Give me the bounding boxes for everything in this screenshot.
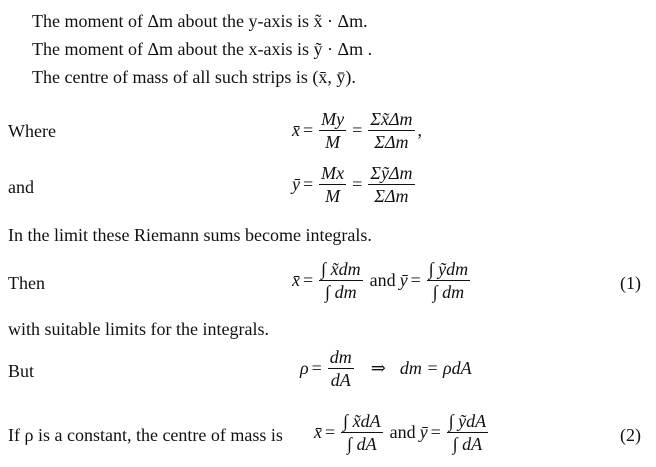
eq5-lhs-y: ȳ <box>419 422 428 442</box>
eq5-lhs-x: x̄ <box>314 422 322 442</box>
eq5-den-y: ∫ dA <box>452 434 483 454</box>
eq5-fraction-y <box>447 410 488 455</box>
eq4-equals: = <box>311 358 322 378</box>
eq3-equals-x: = <box>303 270 314 290</box>
moment-x-line: The moment of Δm about the x-axis is ỹ · Δm . <box>32 39 373 59</box>
riemann-limit-line: In the limit these Riemann sums become integrals. <box>8 225 372 245</box>
eq5-equals-x: = <box>325 422 336 442</box>
eq3-fraction-y <box>427 258 470 303</box>
eq4-implies-arrow: ⇒ <box>370 358 386 378</box>
equation-number-2: (2) <box>620 425 641 445</box>
equation-integral-mass <box>292 258 473 303</box>
then-label: Then <box>8 273 45 293</box>
eq2-den2: ΣΔm <box>374 186 409 206</box>
eq2-den1: M <box>325 186 341 206</box>
where-label: Where <box>8 121 56 141</box>
eq3-fraction-x <box>319 258 362 303</box>
eq4-rhs: dm = ρdA <box>399 358 472 378</box>
suitable-limits-line: with suitable limits for the integrals. <box>8 319 269 339</box>
and-label: and <box>8 177 34 197</box>
eq2-fraction-2 <box>368 162 414 207</box>
eq1-num2: Σx̃Δm <box>370 109 413 129</box>
equation-number-1: (1) <box>620 273 641 293</box>
eq5-equals-y: = <box>430 422 441 442</box>
moment-y-line: The moment of Δm about the y-axis is x̃ · Δm. <box>32 11 368 31</box>
eq3-lhs-y: ȳ <box>399 270 408 290</box>
if-rho-constant-line: If ρ is a constant, the centre of mass is <box>8 425 283 445</box>
centre-of-mass-line: The centre of mass of all such strips is (x̄, ȳ). <box>32 67 356 87</box>
equation-y-bar <box>292 162 418 207</box>
eq1-num1: My <box>321 109 345 129</box>
eq2-equals-1: = <box>303 174 314 194</box>
eq3-num-y: ∫ ỹdm <box>428 259 469 279</box>
eq4-fraction <box>328 346 354 391</box>
eq5-fraction-x <box>341 410 382 455</box>
eq3-and: and <box>369 270 396 290</box>
eq1-fraction-1 <box>319 108 346 153</box>
equation-integral-area <box>314 410 491 455</box>
eq5-num-y: ∫ ỹdA <box>448 411 487 431</box>
eq5-and: and <box>389 422 416 442</box>
eq2-lhs: ȳ <box>292 174 300 194</box>
eq4-den: dA <box>330 370 351 390</box>
eq4-lhs: ρ <box>300 358 309 378</box>
eq2-num1: Mx <box>321 163 345 183</box>
eq3-den-y: ∫ dm <box>432 282 465 302</box>
eq5-num-x: ∫ x̃dA <box>343 411 381 431</box>
eq1-comma: , <box>417 120 423 140</box>
eq3-den-x: ∫ dm <box>325 282 357 302</box>
eq3-num-x: ∫ x̃dm <box>321 259 361 279</box>
eq3-lhs-x: x̄ <box>292 270 300 290</box>
eq2-equals-2: = <box>352 174 363 194</box>
eq2-fraction-1 <box>319 162 346 207</box>
equation-density <box>300 346 472 391</box>
eq5-den-x: ∫ dA <box>347 434 377 454</box>
equation-x-bar <box>292 108 422 153</box>
eq1-equals-2: = <box>352 120 363 140</box>
eq1-fraction-2 <box>368 108 414 153</box>
eq2-num2: ΣỹΔm <box>370 163 413 183</box>
eq1-equals-1: = <box>303 120 314 140</box>
but-label: But <box>8 361 35 381</box>
eq1-den2: ΣΔm <box>374 132 409 152</box>
eq1-lhs: x̄ <box>292 120 300 140</box>
eq4-num: dm <box>329 347 352 367</box>
eq1-den1: M <box>325 132 341 152</box>
eq3-equals-y: = <box>410 270 421 290</box>
